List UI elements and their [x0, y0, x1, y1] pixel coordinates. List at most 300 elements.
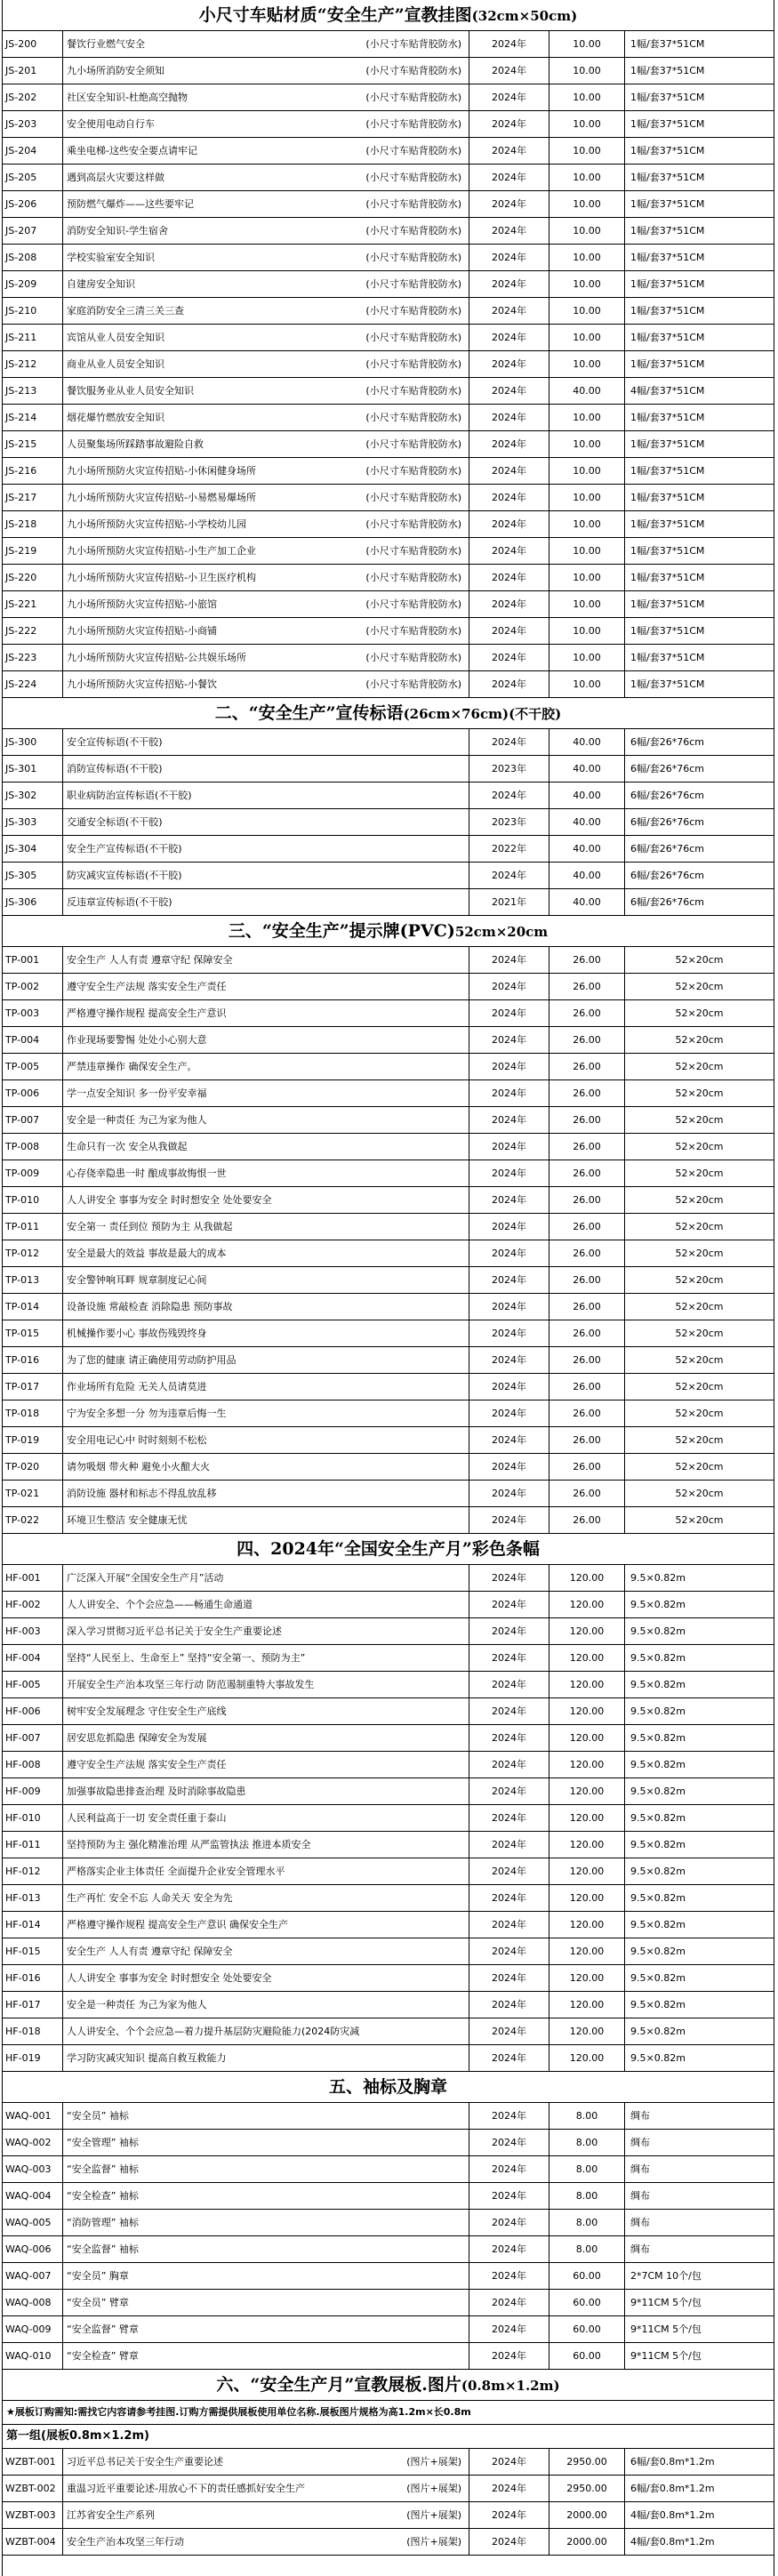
item-price: 10.00 — [549, 325, 625, 350]
item-spec: 9.5×0.82m — [630, 1812, 686, 1824]
table-row — [3, 2290, 774, 2316]
item-name-text: 九小场所预防火灾宣传招贴-小卫生医疗机构 — [67, 572, 256, 583]
item-price: 10.00 — [549, 565, 625, 590]
item-year: 2024年 — [469, 191, 549, 217]
item-year: 2024年 — [469, 538, 549, 564]
item-code: JS-201 — [3, 58, 63, 84]
item-year: 2024年 — [469, 671, 549, 697]
item-spec: 1幅/套37*51CM — [630, 198, 705, 210]
item-year: 2024年 — [469, 1592, 549, 1617]
item-spec: 52×20cm — [675, 1034, 724, 1046]
item-price: 8.00 — [549, 2183, 625, 2209]
item-year: 2024年 — [469, 1000, 549, 1026]
item-name-text: 深入学习贯彻习近平总书记关于安全生产重要论述 — [67, 1625, 282, 1637]
item-name-text: 开展安全生产治本攻坚三年行动 防范遏制重特大事故发生 — [67, 1679, 315, 1690]
item-name — [63, 1400, 469, 1426]
item-name-text: “消防管理” 袖标 — [67, 2217, 139, 2228]
item-code: TP-020 — [3, 1454, 63, 1480]
item-name-text: 安全生产宣传标语(不干胶) — [67, 843, 182, 855]
item-name-text: 作业场所有危险 无关人员请莫进 — [67, 1381, 207, 1392]
item-material-tag: (小尺寸车贴背胶防水) — [365, 305, 461, 317]
item-spec: 52×20cm — [675, 1194, 724, 1206]
table-row — [3, 2156, 774, 2183]
table-row — [3, 1592, 774, 1618]
item-price: 10.00 — [549, 431, 625, 457]
item-year: 2024年 — [469, 1214, 549, 1240]
item-name-text: 人人讲安全 事事为安全 时时想安全 处处要安全 — [67, 1194, 272, 1206]
item-name — [63, 111, 469, 137]
item-spec: 9.5×0.82m — [630, 1759, 686, 1770]
table-row — [3, 1992, 774, 2018]
item-price: 26.00 — [549, 1000, 625, 1026]
table-row — [3, 836, 774, 863]
item-name — [63, 591, 469, 617]
item-price: 10.00 — [549, 245, 625, 270]
item-year: 2024年 — [469, 351, 549, 377]
item-spec: 9.5×0.82m — [630, 1652, 686, 1664]
item-spec: 6幅/套0.8m*1.2m — [630, 2456, 715, 2468]
price-sheet — [2, 0, 774, 2576]
item-code: WAQ-007 — [3, 2263, 63, 2289]
item-spec: 52×20cm — [675, 1274, 724, 1286]
item-name — [63, 2210, 469, 2235]
item-name-text: 安全生产治本攻坚三年行动 — [67, 2536, 184, 2548]
table-row — [3, 2476, 774, 2502]
table-row — [3, 645, 774, 671]
item-price: 10.00 — [549, 191, 625, 217]
item-year: 2024年 — [469, 1618, 549, 1644]
item-name-text: 宁为安全多想一分 勿为违章后悔一生 — [67, 1408, 227, 1419]
item-name-text: 居安思危抓隐患 保障安全为发展 — [67, 1732, 207, 1744]
item-price: 26.00 — [549, 1347, 625, 1373]
item-spec: 1幅/套37*51CM — [630, 118, 705, 130]
item-name — [63, 1454, 469, 1480]
table-row — [3, 1938, 774, 1965]
item-name-text: 安全使用电动自行车 — [67, 118, 155, 130]
item-price: 26.00 — [549, 1294, 625, 1320]
item-spec: 1幅/套37*51CM — [630, 38, 705, 50]
item-price: 120.00 — [549, 1885, 625, 1911]
item-year: 2024年 — [469, 2130, 549, 2155]
item-name — [63, 1294, 469, 1320]
item-name — [63, 351, 469, 377]
item-spec: 绸布 — [630, 2243, 650, 2255]
item-name — [63, 809, 469, 835]
item-year: 2024年 — [469, 782, 549, 808]
item-year: 2024年 — [469, 511, 549, 537]
item-name — [63, 2263, 469, 2289]
bottom-spacer — [3, 2556, 774, 2576]
item-name-text: 人人讲安全、个个会应急——畅通生命通道 — [67, 1599, 253, 1610]
item-material-tag: (小尺寸车贴背胶防水) — [365, 438, 461, 450]
item-price: 10.00 — [549, 111, 625, 137]
item-year: 2024年 — [469, 84, 549, 110]
item-code: JS-303 — [3, 809, 63, 835]
item-name — [63, 1992, 469, 2018]
item-spec: 52×20cm — [675, 1087, 724, 1099]
section-title — [3, 2370, 774, 2401]
item-spec: 绸布 — [630, 2217, 650, 2228]
table-row — [3, 1885, 774, 1912]
item-price: 2000.00 — [549, 2529, 625, 2555]
table-row — [3, 2183, 774, 2210]
item-price: 2000.00 — [549, 2502, 625, 2528]
item-material-tag: (小尺寸车贴背胶防水) — [365, 252, 461, 263]
item-name-text: 机械操作要小心 事故伤残毁终身 — [67, 1328, 207, 1339]
item-name-text: 防灾减灾宣传标语(不干胶) — [67, 870, 182, 881]
item-material-tag: (小尺寸车贴背胶防水) — [365, 65, 461, 76]
item-name — [63, 2045, 469, 2071]
item-name — [63, 2156, 469, 2182]
item-price: 60.00 — [549, 2316, 625, 2342]
table-row — [3, 863, 774, 889]
item-spec: 1幅/套37*51CM — [630, 305, 705, 317]
item-year: 2024年 — [469, 1080, 549, 1106]
item-year: 2024年 — [469, 1454, 549, 1480]
item-year: 2024年 — [469, 2476, 549, 2501]
item-year: 2024年 — [469, 431, 549, 457]
item-price: 8.00 — [549, 2103, 625, 2129]
item-year: 2024年 — [469, 1160, 549, 1186]
item-name — [63, 1481, 469, 1506]
item-name-text: 树牢安全发展理念 守住安全生产底线 — [67, 1705, 227, 1717]
table-row — [3, 325, 774, 351]
item-code: TP-012 — [3, 1240, 63, 1266]
table-row — [3, 1294, 774, 1320]
item-material-tag: (小尺寸车贴背胶防水) — [365, 572, 461, 583]
item-year: 2024年 — [469, 218, 549, 244]
item-name-text: “安全员” 臂章 — [67, 2297, 129, 2308]
item-year: 2024年 — [469, 1027, 549, 1053]
item-name-text: 职业病防治宣传标语(不干胶) — [67, 790, 192, 801]
item-name — [63, 511, 469, 537]
item-name-text: 九小场所预防火灾宣传招贴-小商铺 — [67, 625, 217, 637]
table-row — [3, 1672, 774, 1698]
item-code: HF-015 — [3, 1938, 63, 1964]
item-year: 2024年 — [469, 1320, 549, 1346]
item-name — [63, 165, 469, 190]
item-name — [63, 1672, 469, 1697]
item-spec: 9.5×0.82m — [630, 1786, 686, 1797]
item-code: JS-208 — [3, 245, 63, 270]
item-price: 26.00 — [549, 1267, 625, 1293]
table-row — [3, 191, 774, 218]
item-price: 8.00 — [549, 2210, 625, 2235]
table-row — [3, 1214, 774, 1240]
table-row — [3, 245, 774, 271]
item-name-text: 九小场所预防火灾宣传招贴-小学校幼儿园 — [67, 518, 246, 530]
item-spec: 4幅/套0.8m*1.2m — [630, 2509, 715, 2521]
table-row — [3, 1347, 774, 1374]
item-spec: 1幅/套37*51CM — [630, 172, 705, 183]
item-price: 10.00 — [549, 618, 625, 644]
item-price: 40.00 — [549, 756, 625, 782]
section-title-size: (32cm×50cm) — [471, 8, 578, 24]
item-spec: 6幅/套26*76cm — [630, 763, 704, 774]
item-material-tag: (小尺寸车贴背胶防水) — [365, 465, 461, 477]
item-code: HF-002 — [3, 1592, 63, 1617]
table-row — [3, 1454, 774, 1481]
item-spec: 6幅/套26*76cm — [630, 843, 704, 855]
item-year: 2024年 — [469, 1400, 549, 1426]
item-price: 120.00 — [549, 2018, 625, 2044]
item-code: JS-206 — [3, 191, 63, 217]
item-price: 120.00 — [549, 1938, 625, 1964]
item-name — [63, 729, 469, 755]
item-price: 26.00 — [549, 1374, 625, 1400]
table-row — [3, 2263, 774, 2290]
item-material-tag: (图片+展架) — [406, 2509, 461, 2521]
item-year: 2024年 — [469, 111, 549, 137]
item-price: 120.00 — [549, 1805, 625, 1831]
table-row — [3, 756, 774, 782]
item-material-tag: (小尺寸车贴背胶防水) — [365, 652, 461, 663]
table-row — [3, 1618, 774, 1645]
item-code: TP-014 — [3, 1294, 63, 1320]
item-year: 2024年 — [469, 2103, 549, 2129]
table-row — [3, 2529, 774, 2556]
item-price: 26.00 — [549, 1027, 625, 1053]
item-code: HF-007 — [3, 1725, 63, 1751]
item-price: 120.00 — [549, 1672, 625, 1697]
item-spec: 绸布 — [630, 2110, 650, 2122]
item-code: TP-018 — [3, 1400, 63, 1426]
table-row — [3, 1107, 774, 1134]
table-row — [3, 1160, 774, 1187]
item-spec: 52×20cm — [675, 1061, 724, 1072]
item-code: JS-216 — [3, 458, 63, 484]
table-row — [3, 729, 774, 756]
item-name-text: 人民利益高于一切 安全责任重于泰山 — [67, 1812, 227, 1824]
table-row — [3, 1965, 774, 1992]
item-year: 2024年 — [469, 298, 549, 324]
section-title-size: 52cm×20cm — [454, 924, 549, 940]
item-code: TP-007 — [3, 1107, 63, 1133]
table-row — [3, 2343, 774, 2370]
item-spec: 9.5×0.82m — [630, 1999, 686, 2010]
item-spec: 9.5×0.82m — [630, 1866, 686, 1877]
table-row — [3, 1400, 774, 1427]
item-code: HF-018 — [3, 2018, 63, 2044]
item-name — [63, 1080, 469, 1106]
item-year: 2024年 — [469, 2210, 549, 2235]
item-year: 2024年 — [469, 1698, 549, 1724]
item-name — [63, 1320, 469, 1346]
item-code: JS-304 — [3, 836, 63, 862]
item-code: JS-207 — [3, 218, 63, 244]
item-name-text: 自建房安全知识 — [67, 278, 135, 290]
item-material-tag: (小尺寸车贴背胶防水) — [365, 598, 461, 610]
item-spec: 1幅/套37*51CM — [630, 65, 705, 76]
item-name-text: 广泛深入开展“全国安全生产月”活动 — [67, 1572, 224, 1584]
item-price: 10.00 — [549, 591, 625, 617]
item-spec: 9.5×0.82m — [630, 1705, 686, 1717]
item-name-text: 重温习近平重要论述-用放心不下的责任感抓好安全生产 — [67, 2483, 305, 2494]
table-row — [3, 1000, 774, 1027]
table-row — [3, 974, 774, 1000]
item-code: JS-203 — [3, 111, 63, 137]
item-name-text: 为了您的健康 请正确使用劳动防护用品 — [67, 1354, 237, 1366]
item-spec: 1幅/套37*51CM — [630, 465, 705, 477]
item-name-text: 生产再忙 安全不忘 人命关天 安全为先 — [67, 1892, 233, 1904]
item-spec: 52×20cm — [675, 1488, 724, 1499]
item-name — [63, 2236, 469, 2262]
item-spec: 1幅/套37*51CM — [630, 332, 705, 343]
table-row — [3, 2236, 774, 2263]
item-spec: 6幅/套26*76cm — [630, 896, 704, 908]
table-row — [3, 1374, 774, 1400]
item-material-tag: (小尺寸车贴背胶防水) — [365, 545, 461, 557]
section-title-text: 三、“安全生产”提示牌(PVC) — [228, 921, 455, 941]
item-spec: 1幅/套37*51CM — [630, 652, 705, 663]
item-name-text: 反违章宣传标语(不干胶) — [67, 896, 172, 908]
item-name — [63, 2476, 469, 2501]
item-price: 40.00 — [549, 863, 625, 888]
item-spec: 52×20cm — [675, 954, 724, 966]
item-year: 2023年 — [469, 809, 549, 835]
item-code: JS-302 — [3, 782, 63, 808]
table-row — [3, 2316, 774, 2343]
item-year: 2024年 — [469, 1107, 549, 1133]
item-price: 26.00 — [549, 1481, 625, 1506]
section-title-text: 六、“安全生产月”宣教展板.图片 — [216, 2375, 461, 2395]
item-material-tag: (小尺寸车贴背胶防水) — [365, 38, 461, 50]
item-spec: 9.5×0.82m — [630, 1839, 686, 1850]
table-row — [3, 1698, 774, 1725]
item-price: 40.00 — [549, 378, 625, 404]
item-material-tag: (小尺寸车贴背胶防水) — [365, 118, 461, 130]
table-row — [3, 889, 774, 916]
table-row — [3, 298, 774, 325]
item-year: 2024年 — [469, 485, 549, 510]
item-price: 10.00 — [549, 645, 625, 670]
item-name — [63, 58, 469, 84]
item-code: WAQ-002 — [3, 2130, 63, 2155]
item-price: 10.00 — [549, 84, 625, 110]
group-label: 第一组(展板0.8m×1.2m) — [3, 2425, 774, 2449]
item-code: JS-212 — [3, 351, 63, 377]
item-spec: 9.5×0.82m — [630, 2052, 686, 2064]
item-price: 8.00 — [549, 2236, 625, 2262]
item-name — [63, 1805, 469, 1831]
item-name-text: 请勿吸烟 带火种 避免小火酿大火 — [67, 1461, 210, 1473]
item-code: TP-019 — [3, 1427, 63, 1453]
item-price: 10.00 — [549, 138, 625, 164]
item-name — [63, 2290, 469, 2315]
section-title — [3, 698, 774, 729]
item-price: 10.00 — [549, 458, 625, 484]
item-name-text: 江苏省安全生产系列 — [67, 2509, 155, 2521]
item-price: 10.00 — [549, 271, 625, 297]
item-price: 26.00 — [549, 1054, 625, 1079]
section-title-text: 二、“安全生产”宣传标语 — [214, 703, 404, 723]
item-name — [63, 863, 469, 888]
item-name-text: 交通安全标语(不干胶) — [67, 816, 163, 828]
item-code: TP-022 — [3, 1507, 63, 1533]
item-name — [63, 138, 469, 164]
item-name-text: “安全检查” 袖标 — [67, 2190, 139, 2202]
table-row — [3, 511, 774, 538]
item-name — [63, 974, 469, 999]
item-material-tag: (图片+展架) — [406, 2483, 461, 2494]
item-name — [63, 1778, 469, 1804]
item-spec: 1幅/套37*51CM — [630, 625, 705, 637]
item-spec: 52×20cm — [675, 1328, 724, 1339]
item-spec: 4幅/套37*51CM — [630, 385, 705, 397]
item-code: HF-016 — [3, 1965, 63, 1991]
item-name — [63, 2449, 469, 2475]
item-year: 2024年 — [469, 1347, 549, 1373]
item-name-text: 消防设施 器材和标志不得乱放乱移 — [67, 1488, 217, 1499]
item-year: 2024年 — [469, 458, 549, 484]
item-name — [63, 405, 469, 430]
item-code: WAQ-001 — [3, 2103, 63, 2129]
item-name-text: 安全生产 人人有责 遵章守纪 保障安全 — [67, 1946, 233, 1957]
item-code: TP-004 — [3, 1027, 63, 1053]
item-code: JS-205 — [3, 165, 63, 190]
table-row — [3, 1778, 774, 1805]
item-name-text: 心存侥幸隐患一时 酿成事故悔恨一世 — [67, 1168, 227, 1179]
item-spec: 2*7CM 10个/包 — [630, 2270, 702, 2282]
item-spec: 1幅/套37*51CM — [630, 438, 705, 450]
item-name — [63, 1565, 469, 1591]
item-price: 120.00 — [549, 1965, 625, 1991]
item-price: 10.00 — [549, 351, 625, 377]
item-year: 2024年 — [469, 165, 549, 190]
item-spec: 6幅/套26*76cm — [630, 870, 704, 881]
item-year: 2024年 — [469, 2236, 549, 2262]
table-row — [3, 1187, 774, 1214]
item-year: 2024年 — [469, 1565, 549, 1591]
table-row — [3, 218, 774, 245]
item-name-text: 安全生产 人人有责 遵章守纪 保障安全 — [67, 954, 233, 966]
item-code: HF-005 — [3, 1672, 63, 1697]
item-spec: 9.5×0.82m — [630, 1919, 686, 1930]
item-code: WAQ-008 — [3, 2290, 63, 2315]
item-name — [63, 84, 469, 110]
item-year: 2022年 — [469, 836, 549, 862]
item-spec: 1幅/套37*51CM — [630, 92, 705, 103]
item-year: 2024年 — [469, 1752, 549, 1778]
item-code: HF-008 — [3, 1752, 63, 1778]
item-year: 2024年 — [469, 1832, 549, 1858]
item-name-text: 设备设施 常敲检查 消除隐患 预防事故 — [67, 1301, 233, 1312]
section-title — [3, 1534, 774, 1565]
item-spec: 52×20cm — [675, 1114, 724, 1126]
item-spec: 1幅/套37*51CM — [630, 225, 705, 237]
table-row — [3, 1912, 774, 1938]
item-code: TP-011 — [3, 1214, 63, 1240]
item-code: WAQ-003 — [3, 2156, 63, 2182]
item-price: 40.00 — [549, 809, 625, 835]
table-row — [3, 271, 774, 298]
item-spec: 6幅/套26*76cm — [630, 790, 704, 801]
item-spec: 9.5×0.82m — [630, 1625, 686, 1637]
item-spec: 1幅/套37*51CM — [630, 518, 705, 530]
item-spec: 9.5×0.82m — [630, 1972, 686, 1984]
item-name-text: 坚持预防为主 强化精准治理 从严监管执法 推进本质安全 — [67, 1839, 311, 1850]
item-name-text: “安全监督” 臂章 — [67, 2323, 139, 2335]
item-spec: 52×20cm — [675, 1221, 724, 1232]
item-price: 120.00 — [549, 1565, 625, 1591]
item-spec: 52×20cm — [675, 981, 724, 992]
item-spec: 9.5×0.82m — [630, 1892, 686, 1904]
item-spec: 52×20cm — [675, 1461, 724, 1473]
item-code: JS-220 — [3, 565, 63, 590]
item-code: HF-019 — [3, 2045, 63, 2071]
item-price: 10.00 — [549, 671, 625, 697]
item-name-text: 九小场所预防火灾宣传招贴-公共娱乐场所 — [67, 652, 246, 663]
